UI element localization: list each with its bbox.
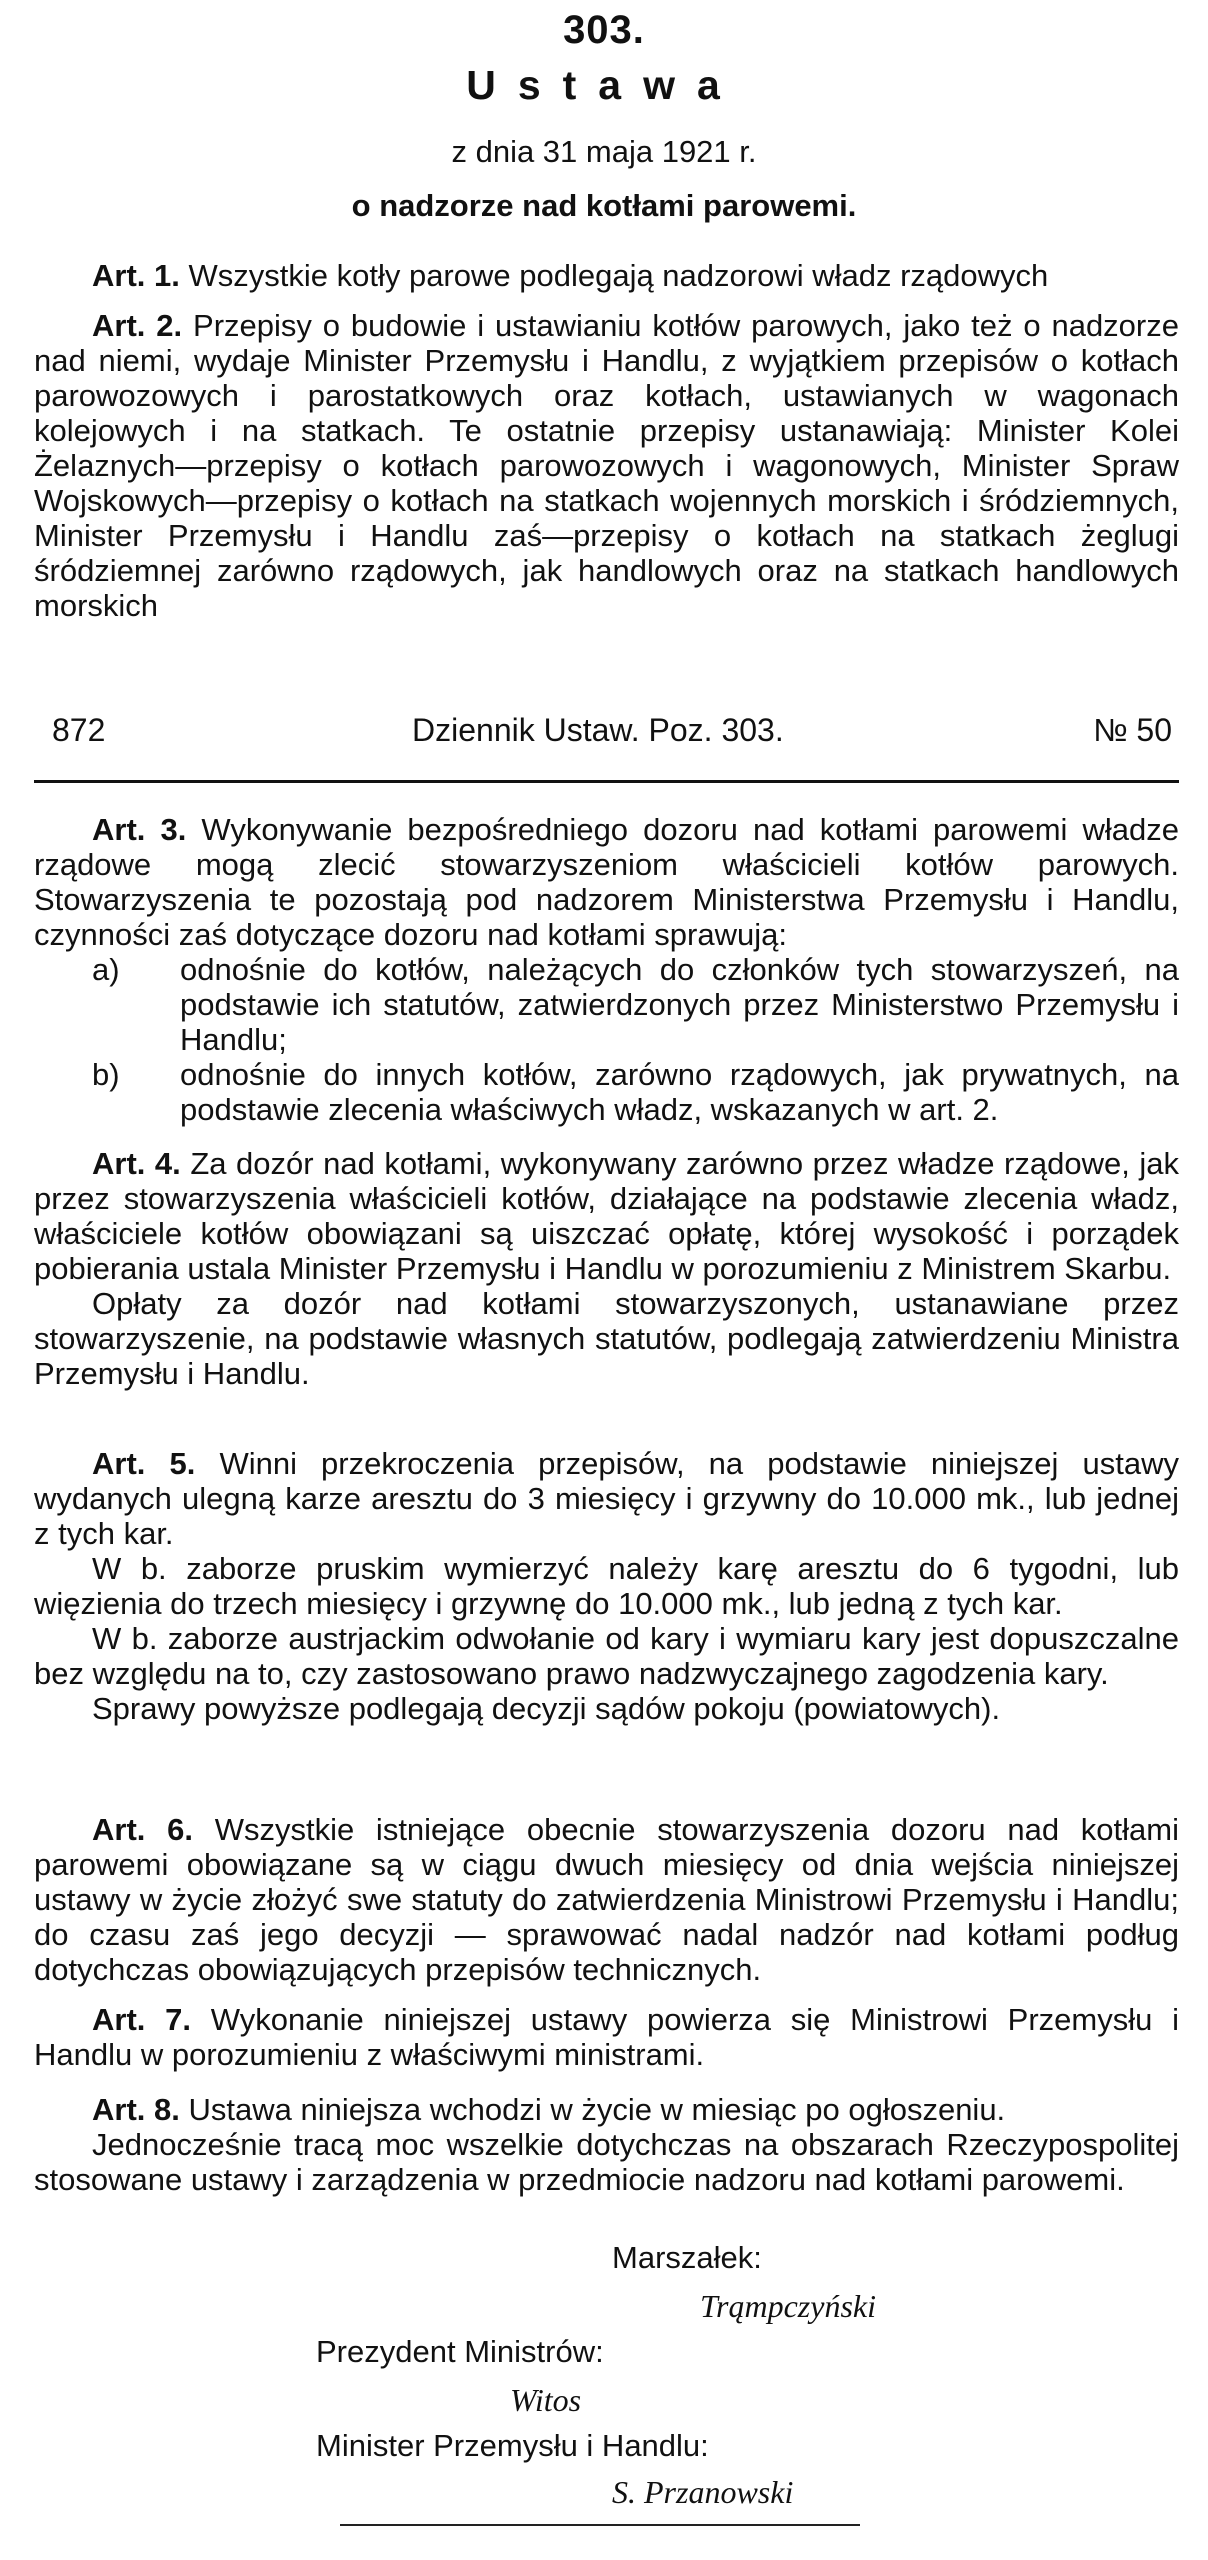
article-text: Ustawa niniejsza wchodzi w życie w miesiąc po ogłoszeniu. — [188, 2092, 1006, 2127]
article-label: Art. 7. — [92, 2002, 191, 2037]
act-title: Ustawa — [466, 62, 742, 108]
article-3 — [34, 812, 1179, 1127]
article-paragraph: Sprawy powyższe podlegają decyzji sądów pokoju (powiatowych). — [92, 1691, 1001, 1726]
list-text: odnośnie do innych kotłów, zarówno rządowych, jak prywatnych, na podstawie zlecenia właściwych władz, wskazanych w art. 2. — [180, 1057, 1179, 1127]
article-label: Art. 2. — [92, 308, 183, 343]
article-paragraph: W b. zaborze austrjackim odwołanie od kary i wymiaru kary jest dopuszczalne bez względu na to, czy zastosowano prawo nadzwyczajnego zagodzenia kary. — [34, 1621, 1179, 1691]
article-text: Wykonanie niniejszej ustawy powierza się Ministrowi Przemysłu i Handlu w porozumieniu z właściwymi ministrami. — [34, 2002, 1179, 2072]
issue-number: № 50 — [1093, 712, 1172, 748]
article-paragraph: Opłaty za dozór nad kotłami stowarzyszonych, ustanawiane przez stowarzyszenie, na podstawie własnych statutów, podlegają zatwierdzeniu Ministra Przemysłu i Handlu. — [34, 1286, 1179, 1391]
article-4 — [34, 1146, 1179, 1391]
running-header — [52, 712, 1172, 762]
article-label: Art. 3. — [92, 812, 187, 847]
article-label: Art. 5. — [92, 1446, 196, 1481]
marshal-label: Marszałek: — [612, 2240, 762, 2275]
article-text: Przepisy o budowie i ustawianiu kotłów parowych, jako też o nadzorze nad niemi, wydaje Minister Przemysłu i Handlu, z wyjątkiem przepisów o kotłach parowozowych i parostatkowych oraz kotłach, ustawianych w wagonach kolejowych i na statkach. Te ostatnie przepisy ustanawiają: Minister Kolei Żelaznych—przepisy o kotłach parowozowych i wagonowych, Minister Spraw Wojskowych—przepisy o kotłach na statkach wojennych morskich i śródziemnych, Minister Przemysłu i Handlu zaś—przepisy o kotłach na statkach żeglugi śródziemnej zarówno rządowych, jak handlowych oraz na statkach handlowych morskich — [34, 308, 1179, 623]
minister-signature: S. Przanowski — [612, 2474, 794, 2510]
list-marker: a) — [92, 952, 120, 987]
list-text: odnośnie do kotłów, należących do członków tych stowarzyszeń, na podstawie ich statutów, zatwierdzonych przez Ministerstwo Przemysłu i Handlu; — [180, 952, 1179, 1057]
article-text: Winni przekroczenia przepisów, na podstawie niniejszej ustawy wydanych ulegną karze aresztu do 3 miesięcy i grzywny do 10.000 mk., lub jednej z tych kar. — [34, 1446, 1179, 1551]
journal-reference: Dziennik Ustaw. Poz. 303. — [412, 712, 784, 748]
list-item-a — [34, 952, 1179, 1057]
article-label: Art. 6. — [92, 1812, 193, 1847]
article-2 — [34, 308, 1179, 623]
act-date: z dnia 31 maja 1921 r. — [451, 134, 757, 169]
marshal-signature: Trąmpczyński — [700, 2288, 876, 2324]
act-subject: o nadzorze nad kotłami parowemi. — [351, 188, 857, 223]
header-divider — [34, 780, 1179, 783]
footer-divider — [340, 2524, 860, 2526]
article-label: Art. 4. — [92, 1146, 181, 1181]
article-text: Za dozór nad kotłami, wykonywany zarówno przez władze rządowe, jak przez stowarzyszenia właścicieli kotłów, działające na podstawie zlecenia władz, właściciele kotłów obowiązani są uiszczać opłatę, której wysokość i porządek pobierania ustala Minister Przemysłu i Handlu w porozumieniu z Ministrem Skarbu. — [34, 1146, 1180, 1286]
page-number: 872 — [52, 712, 106, 748]
article-label: Art. 1. — [92, 258, 180, 293]
article-1 — [34, 258, 1179, 293]
article-6 — [34, 1812, 1179, 1987]
article-8 — [34, 2092, 1179, 2197]
article-paragraph: Jednocześnie tracą moc wszelkie dotychczas na obszarach Rzeczypospolitej stosowane ustawy i zarządzenia w przedmiocie nadzoru nad kotłami parowemi. — [34, 2127, 1179, 2197]
prime-minister-signature: Witos — [510, 2382, 582, 2418]
article-paragraph: W b. zaborze pruskim wymierzyć należy karę aresztu do 6 tygodni, lub więzienia do trzech miesięcy i grzywnę do 10.000 mk., lub jedną z tych kar. — [34, 1551, 1179, 1621]
list-item-b — [34, 1057, 1179, 1127]
article-label: Art. 8. — [92, 2092, 180, 2127]
minister-label: Minister Przemysłu i Handlu: — [316, 2428, 709, 2463]
position-number: 303. — [563, 8, 645, 52]
article-5 — [34, 1446, 1179, 1726]
article-7 — [34, 2002, 1179, 2072]
article-text: Wszystkie istniejące obecnie stowarzyszenia dozoru nad kotłami parowemi obowiązane są w ciągu dwuch miesięcy od dnia wejścia niniejszej ustawy w życie złożyć swe statuty do zatwierdzenia Ministrowi Przemysłu i Handlu; do czasu zaś jego decyzji — sprawować nadal nadzór nad kotłami podług dotychczas obowiązujących przepisów technicznych. — [34, 1812, 1179, 1987]
article-text: Wszystkie kotły parowe podlegają nadzorowi władz rządowych — [188, 258, 1049, 293]
list-marker: b) — [92, 1057, 120, 1092]
article-text: Wykonywanie bezpośredniego dozoru nad kotłami parowemi władze rządowe mogą zlecić stowarzyszeniom właścicieli kotłów parowych. Stowarzyszenia te pozostają pod nadzorem Ministerstwa Przemysłu i Handlu, czynności zaś dotyczące dozoru nad kotłami sprawują: — [34, 812, 1179, 952]
prime-minister-label: Prezydent Ministrów: — [316, 2334, 604, 2369]
